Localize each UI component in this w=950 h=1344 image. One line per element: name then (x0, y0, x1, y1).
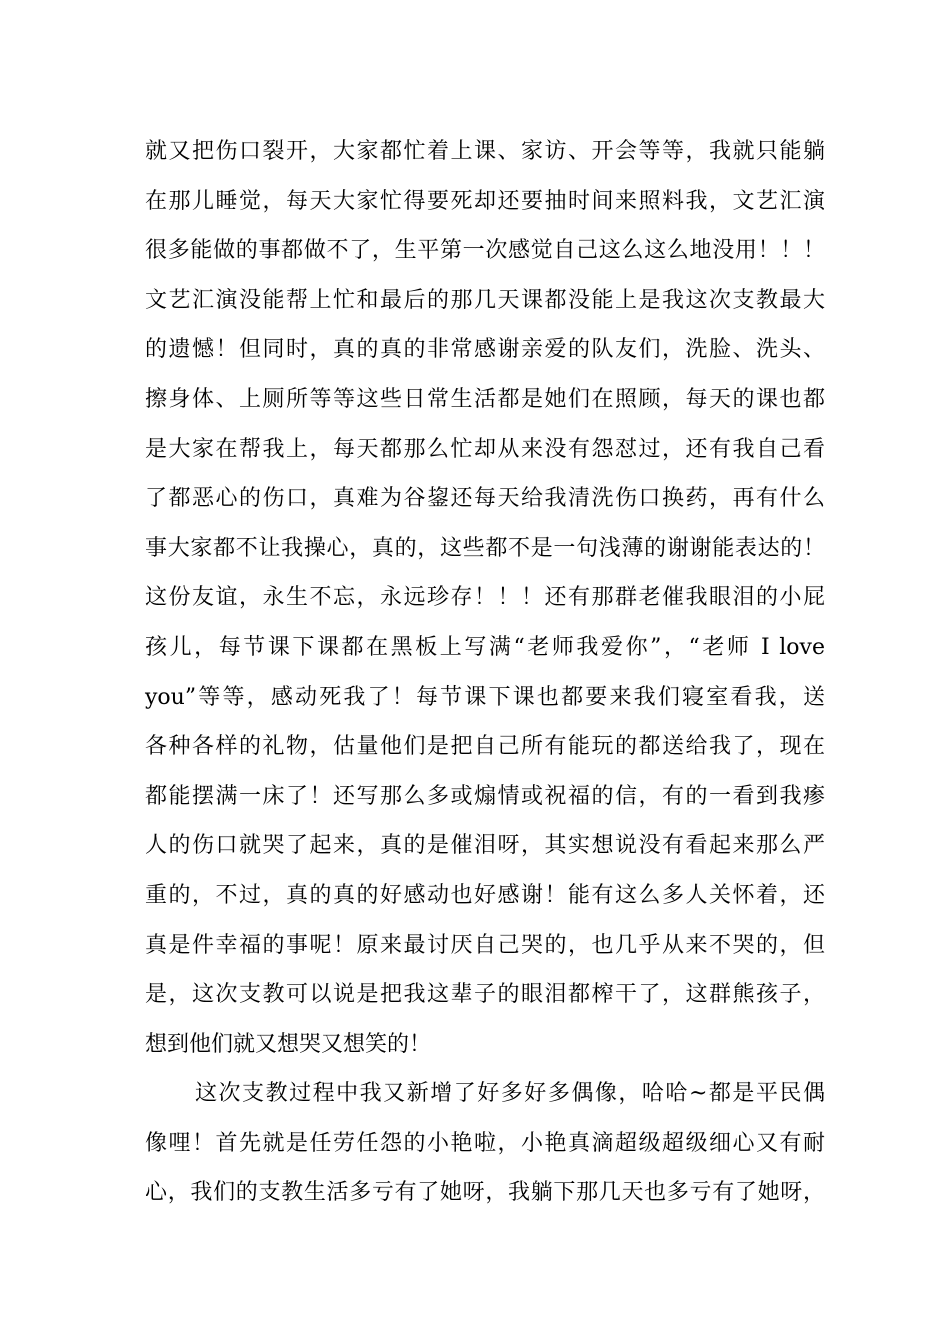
text-line: 真是件幸福的事呢！原来最讨厌自己哭的，也几乎从来不哭的，但 (145, 932, 825, 958)
text-line: 很多能做的事都做不了，生平第一次感觉自己这么这么地没用！！！ (145, 238, 825, 264)
text-line: 重的，不过，真的真的好感动也好感谢！能有这么多人关怀着，还 (145, 882, 825, 908)
text-line: 心，我们的支教生活多亏有了她呀，我躺下那几天也多亏有了她呀， (145, 1180, 825, 1206)
paragraph-start-line: 这次支教过程中我又新增了好多好多偶像，哈哈~都是平民偶 (195, 1081, 825, 1107)
text-line: 像哩！首先就是任劳任怨的小艳啦，小艳真滴超级超级细心又有耐 (145, 1130, 825, 1156)
text-line: 孩儿，每节课下课都在黑板上写满“老师我爱你”，“老师 I love (145, 634, 825, 660)
text-line: 是，这次支教可以说是把我这辈子的眼泪都榨干了，这群熊孩子， (145, 982, 825, 1008)
text-line: 这份友谊，永生不忘，永远珍存！！！还有那群老催我眼泪的小屁 (145, 585, 825, 611)
body-text (145, 132, 825, 1223)
text-line: 是大家在帮我上，每天都那么忙却从来没有怨怼过，还有我自己看 (145, 436, 825, 462)
text-line: 都能摆满一床了！还写那么多或煽情或祝福的信，有的一看到我瘆 (145, 783, 825, 809)
text-line: 事大家都不让我操心，真的，这些都不是一句浅薄的谢谢能表达的！ (145, 535, 825, 561)
text-line: 了都恶心的伤口，真难为谷鋆还每天给我清洗伤口换药，再有什么 (145, 486, 825, 512)
text-line: 的遗憾！但同时，真的真的非常感谢亲爱的队友们，洗脸、洗头、 (145, 337, 825, 363)
text-line: 擦身体、上厕所等等这些日常生活都是她们在照顾，每天的课也都 (145, 386, 825, 412)
text-line: 各种各样的礼物，估量他们是把自己所有能玩的都送给我了，现在 (145, 734, 825, 760)
paragraph-end-line: 想到他们就又想哭又想笑的！ (145, 1031, 432, 1057)
text-line: 在那儿睡觉，每天大家忙得要死却还要抽时间来照料我，文艺汇演 (145, 188, 825, 214)
text-line: 文艺汇演没能帮上忙和最后的那几天课都没能上是我这次支教最大 (145, 287, 825, 313)
text-line: 就又把伤口裂开，大家都忙着上课、家访、开会等等，我就只能躺 (145, 139, 825, 164)
text-line: you”等等，感动死我了！每节课下课也都要来我们寝室看我，送 (145, 684, 825, 710)
text-line: 人的伤口就哭了起来，真的是催泪呀，其实想说没有看起来那么严 (145, 833, 825, 859)
